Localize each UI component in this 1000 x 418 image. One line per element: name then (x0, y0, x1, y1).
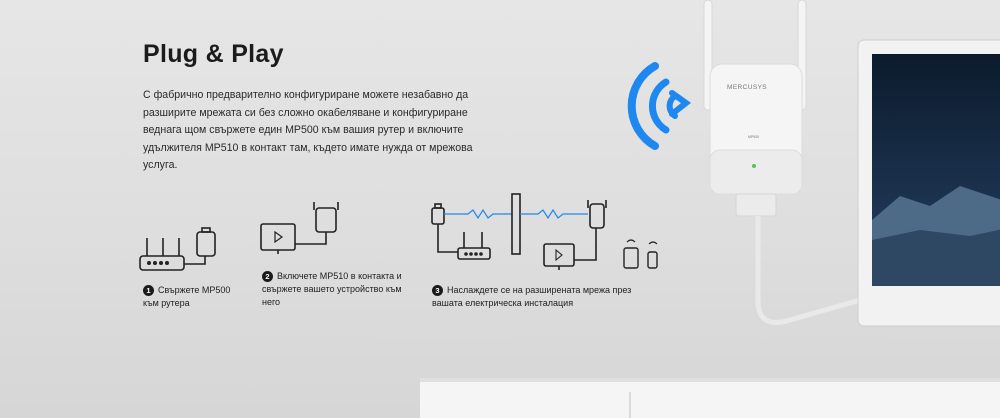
router-icon (458, 232, 490, 259)
monitor-icon (544, 244, 574, 270)
step-2-text: Включете MP510 в контакта и свържете вашето устройство към него (262, 271, 402, 307)
step-number-badge: 1 (143, 285, 154, 296)
device-brand-logo: MERCUSYS (727, 84, 768, 91)
step-number-badge: 3 (432, 285, 443, 296)
step-1-text: Свържете MP500 към рутера (143, 285, 231, 308)
desk (420, 378, 1000, 418)
step-1-caption (143, 284, 248, 310)
device-model-label: MP500 (748, 135, 760, 139)
step-1-illustration (135, 220, 235, 280)
page-title: Plug & Play (143, 40, 284, 68)
step-3-text: Наслаждете се на разширената мрежа през вашата електрическа инсталация (432, 285, 632, 308)
wifi-signal-icon (632, 66, 686, 146)
step-2-illustration (258, 196, 338, 256)
description-text: С фабрично предварително конфигуриране можете незабавно да разширите мрежата си без сложно окабеляване и конфигуриране веднага щом свържете един MP500 към вашия рутер и включите удължителя MP510 в контакт там, където имате нужда от мрежова услуга. (143, 89, 473, 171)
step-number-badge: 2 (262, 271, 273, 282)
powerline-adapter-icon (432, 204, 444, 224)
monitor-icon (261, 224, 295, 254)
step-2-caption (262, 270, 422, 309)
router-icon (140, 238, 184, 270)
powerline-adapter-icon (197, 228, 215, 256)
monitor-icon (858, 40, 1000, 326)
product-scene (600, 0, 1000, 418)
wall-socket-icon (314, 202, 338, 232)
